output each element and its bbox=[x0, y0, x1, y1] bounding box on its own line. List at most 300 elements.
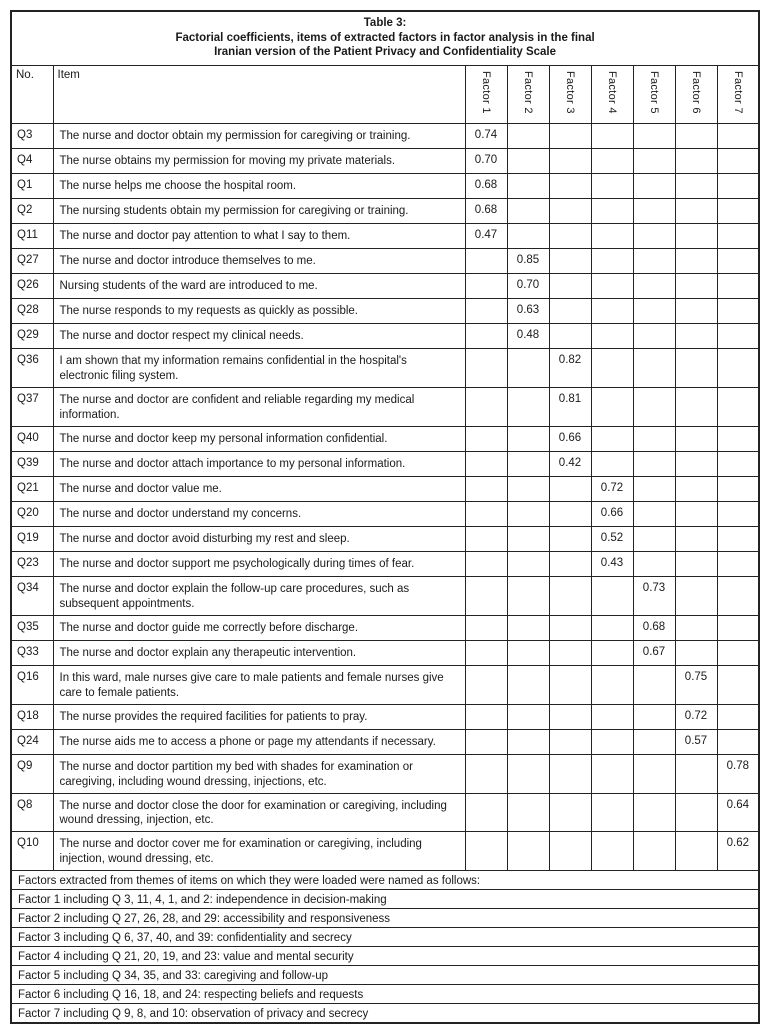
factor-7-coefficient-cell bbox=[717, 149, 759, 174]
footnote-text: Factor 4 including Q 21, 20, 19, and 23: value and mental security bbox=[11, 947, 759, 966]
table-row bbox=[11, 615, 759, 640]
row-item-text: The nurse and doctor are confident and reliable regarding my medical information. bbox=[53, 388, 465, 427]
column-header-row bbox=[11, 66, 759, 124]
footnote-text: Factor 7 including Q 9, 8, and 10: observation of privacy and secrecy bbox=[11, 1004, 759, 1023]
column-header-factor-6 bbox=[675, 66, 717, 124]
factor-1-coefficient-cell bbox=[465, 665, 507, 704]
row-question-number: Q33 bbox=[11, 640, 53, 665]
factor-3-coefficient-cell bbox=[549, 704, 591, 729]
factor-7-coefficient-cell bbox=[717, 199, 759, 224]
factor-6-coefficient-cell bbox=[675, 526, 717, 551]
factor-4-coefficient-cell bbox=[591, 388, 633, 427]
footnote-text: Factor 1 including Q 3, 11, 4, 1, and 2: independence in decision-making bbox=[11, 890, 759, 909]
factor-4-coefficient-cell bbox=[591, 426, 633, 451]
factor-2-coefficient-cell: 0.85 bbox=[507, 249, 549, 274]
factor-2-coefficient-cell bbox=[507, 526, 549, 551]
factor-2-coefficient-cell bbox=[507, 704, 549, 729]
row-question-number: Q35 bbox=[11, 615, 53, 640]
factor-3-coefficient-cell bbox=[549, 526, 591, 551]
factor-7-coefficient-cell bbox=[717, 174, 759, 199]
factor-7-coefficient-cell bbox=[717, 526, 759, 551]
table-row bbox=[11, 526, 759, 551]
factor-5-coefficient-cell bbox=[633, 793, 675, 832]
factor-1-coefficient-cell: 0.70 bbox=[465, 149, 507, 174]
table-row bbox=[11, 124, 759, 149]
table-title-line-3: Iranian version of the Patient Privacy and Confidentiality Scale bbox=[214, 46, 557, 59]
factor-header-label: Factor 2 bbox=[522, 70, 534, 114]
row-item-text: The nurse and doctor value me. bbox=[53, 476, 465, 501]
factor-3-coefficient-cell bbox=[549, 501, 591, 526]
factor-3-coefficient-cell: 0.82 bbox=[549, 349, 591, 388]
column-header-factor-1 bbox=[465, 66, 507, 124]
row-question-number: Q37 bbox=[11, 388, 53, 427]
factor-1-coefficient-cell bbox=[465, 249, 507, 274]
row-item-text: The nursing students obtain my permission for caregiving or training. bbox=[53, 199, 465, 224]
factor-header-label: Factor 3 bbox=[564, 70, 576, 114]
factor-1-coefficient-cell bbox=[465, 615, 507, 640]
factor-4-coefficient-cell bbox=[591, 299, 633, 324]
factor-5-coefficient-cell bbox=[633, 324, 675, 349]
row-question-number: Q39 bbox=[11, 451, 53, 476]
factor-1-coefficient-cell bbox=[465, 576, 507, 615]
table-row bbox=[11, 174, 759, 199]
factor-6-coefficient-cell bbox=[675, 349, 717, 388]
column-header-factor-5 bbox=[633, 66, 675, 124]
factor-6-coefficient-cell bbox=[675, 476, 717, 501]
factor-4-coefficient-cell bbox=[591, 704, 633, 729]
row-item-text: The nurse and doctor keep my personal information confidential. bbox=[53, 426, 465, 451]
factor-1-coefficient-cell bbox=[465, 299, 507, 324]
factor-1-coefficient-cell bbox=[465, 832, 507, 871]
factor-6-coefficient-cell bbox=[675, 754, 717, 793]
row-question-number: Q11 bbox=[11, 224, 53, 249]
factor-6-coefficient-cell bbox=[675, 299, 717, 324]
factor-6-coefficient-cell bbox=[675, 615, 717, 640]
factor-5-coefficient-cell bbox=[633, 299, 675, 324]
factor-7-coefficient-cell bbox=[717, 551, 759, 576]
factor-6-coefficient-cell bbox=[675, 451, 717, 476]
row-question-number: Q8 bbox=[11, 793, 53, 832]
factor-3-coefficient-cell bbox=[549, 274, 591, 299]
factor-1-coefficient-cell bbox=[465, 640, 507, 665]
column-header-factor-7 bbox=[717, 66, 759, 124]
footnote-text: Factors extracted from themes of items on which they were loaded were named as follows: bbox=[11, 871, 759, 890]
factor-2-coefficient-cell bbox=[507, 199, 549, 224]
factor-4-coefficient-cell bbox=[591, 754, 633, 793]
factor-3-coefficient-cell bbox=[549, 551, 591, 576]
factor-5-coefficient-cell bbox=[633, 729, 675, 754]
row-item-text: The nurse and doctor guide me correctly before discharge. bbox=[53, 615, 465, 640]
factor-3-coefficient-cell bbox=[549, 299, 591, 324]
column-header-no: No. bbox=[11, 66, 53, 124]
factor-5-coefficient-cell: 0.67 bbox=[633, 640, 675, 665]
factor-2-coefficient-cell bbox=[507, 149, 549, 174]
footnote-rows bbox=[11, 871, 759, 1023]
row-item-text: The nurse and doctor support me psychologically during times of fear. bbox=[53, 551, 465, 576]
factor-7-coefficient-cell: 0.62 bbox=[717, 832, 759, 871]
factor-6-coefficient-cell bbox=[675, 124, 717, 149]
factor-1-coefficient-cell bbox=[465, 704, 507, 729]
factor-7-coefficient-cell bbox=[717, 704, 759, 729]
table-row bbox=[11, 299, 759, 324]
factor-3-coefficient-cell bbox=[549, 199, 591, 224]
factor-4-coefficient-cell bbox=[591, 249, 633, 274]
column-header-factor-4 bbox=[591, 66, 633, 124]
factor-6-coefficient-cell bbox=[675, 426, 717, 451]
factor-5-coefficient-cell bbox=[633, 526, 675, 551]
row-item-text: The nurse and doctor partition my bed with shades for examination or caregiving, including wound dressing, injections, etc. bbox=[53, 754, 465, 793]
factor-header-label: Factor 4 bbox=[606, 70, 618, 114]
table-row bbox=[11, 349, 759, 388]
row-question-number: Q27 bbox=[11, 249, 53, 274]
factor-5-coefficient-cell bbox=[633, 274, 675, 299]
factor-2-coefficient-cell bbox=[507, 576, 549, 615]
factor-3-coefficient-cell bbox=[549, 249, 591, 274]
factor-5-coefficient-cell bbox=[633, 388, 675, 427]
factor-5-coefficient-cell bbox=[633, 451, 675, 476]
factor-1-coefficient-cell bbox=[465, 426, 507, 451]
factor-5-coefficient-cell bbox=[633, 832, 675, 871]
row-question-number: Q24 bbox=[11, 729, 53, 754]
factor-5-coefficient-cell: 0.73 bbox=[633, 576, 675, 615]
factor-4-coefficient-cell bbox=[591, 576, 633, 615]
factor-2-coefficient-cell bbox=[507, 476, 549, 501]
row-item-text: The nurse and doctor understand my concerns. bbox=[53, 501, 465, 526]
footnote-text: Factor 2 including Q 27, 26, 28, and 29: accessibility and responsiveness bbox=[11, 909, 759, 928]
factor-3-coefficient-cell bbox=[549, 324, 591, 349]
factor-6-coefficient-cell bbox=[675, 388, 717, 427]
factor-4-coefficient-cell: 0.43 bbox=[591, 551, 633, 576]
table-row bbox=[11, 274, 759, 299]
footnote-row bbox=[11, 985, 759, 1004]
factor-3-coefficient-cell bbox=[549, 149, 591, 174]
row-item-text: The nurse and doctor respect my clinical needs. bbox=[53, 324, 465, 349]
factor-3-coefficient-cell bbox=[549, 640, 591, 665]
factor-2-coefficient-cell: 0.70 bbox=[507, 274, 549, 299]
factor-6-coefficient-cell bbox=[675, 551, 717, 576]
table-row bbox=[11, 451, 759, 476]
footnote-row bbox=[11, 947, 759, 966]
column-header-factor-3 bbox=[549, 66, 591, 124]
factor-2-coefficient-cell bbox=[507, 124, 549, 149]
footnote-row bbox=[11, 1004, 759, 1023]
factor-2-coefficient-cell bbox=[507, 501, 549, 526]
factor-1-coefficient-cell: 0.47 bbox=[465, 224, 507, 249]
factor-1-coefficient-cell bbox=[465, 274, 507, 299]
factor-4-coefficient-cell: 0.52 bbox=[591, 526, 633, 551]
factor-6-coefficient-cell bbox=[675, 832, 717, 871]
row-item-text: The nurse and doctor introduce themselves to me. bbox=[53, 249, 465, 274]
factor-header-label: Factor 1 bbox=[480, 70, 492, 114]
factor-1-coefficient-cell bbox=[465, 476, 507, 501]
factor-5-coefficient-cell bbox=[633, 704, 675, 729]
row-item-text: The nurse and doctor attach importance to my personal information. bbox=[53, 451, 465, 476]
factor-2-coefficient-cell bbox=[507, 451, 549, 476]
factor-5-coefficient-cell bbox=[633, 426, 675, 451]
title-row bbox=[11, 11, 759, 66]
factor-2-coefficient-cell bbox=[507, 729, 549, 754]
row-question-number: Q29 bbox=[11, 324, 53, 349]
table-row bbox=[11, 793, 759, 832]
row-question-number: Q1 bbox=[11, 174, 53, 199]
factor-2-coefficient-cell bbox=[507, 388, 549, 427]
factor-2-coefficient-cell: 0.63 bbox=[507, 299, 549, 324]
table-row bbox=[11, 501, 759, 526]
table-row bbox=[11, 426, 759, 451]
table-row bbox=[11, 665, 759, 704]
factor-1-coefficient-cell bbox=[465, 324, 507, 349]
factor-header-label: Factor 5 bbox=[648, 70, 660, 114]
factor-3-coefficient-cell bbox=[549, 615, 591, 640]
factor-7-coefficient-cell: 0.78 bbox=[717, 754, 759, 793]
factor-5-coefficient-cell bbox=[633, 199, 675, 224]
row-item-text: The nurse obtains my permission for moving my private materials. bbox=[53, 149, 465, 174]
factor-4-coefficient-cell bbox=[591, 199, 633, 224]
table-row bbox=[11, 324, 759, 349]
factor-5-coefficient-cell bbox=[633, 501, 675, 526]
factor-2-coefficient-cell: 0.48 bbox=[507, 324, 549, 349]
factor-6-coefficient-cell bbox=[675, 793, 717, 832]
table-row bbox=[11, 551, 759, 576]
factor-2-coefficient-cell bbox=[507, 426, 549, 451]
factor-7-coefficient-cell bbox=[717, 729, 759, 754]
factor-7-coefficient-cell bbox=[717, 249, 759, 274]
factor-6-coefficient-cell bbox=[675, 249, 717, 274]
table-row bbox=[11, 729, 759, 754]
factor-2-coefficient-cell bbox=[507, 174, 549, 199]
factor-2-coefficient-cell bbox=[507, 832, 549, 871]
factor-3-coefficient-cell bbox=[549, 729, 591, 754]
factor-3-coefficient-cell bbox=[549, 174, 591, 199]
factor-7-coefficient-cell bbox=[717, 501, 759, 526]
factor-5-coefficient-cell bbox=[633, 249, 675, 274]
factor-6-coefficient-cell bbox=[675, 274, 717, 299]
factor-4-coefficient-cell bbox=[591, 640, 633, 665]
factor-4-coefficient-cell bbox=[591, 615, 633, 640]
row-question-number: Q16 bbox=[11, 665, 53, 704]
factor-7-coefficient-cell bbox=[717, 665, 759, 704]
factor-7-coefficient-cell bbox=[717, 451, 759, 476]
row-question-number: Q34 bbox=[11, 576, 53, 615]
factor-6-coefficient-cell bbox=[675, 149, 717, 174]
factor-2-coefficient-cell bbox=[507, 754, 549, 793]
factor-4-coefficient-cell bbox=[591, 324, 633, 349]
factor-4-coefficient-cell bbox=[591, 832, 633, 871]
factor-3-coefficient-cell bbox=[549, 665, 591, 704]
factor-4-coefficient-cell bbox=[591, 124, 633, 149]
row-question-number: Q20 bbox=[11, 501, 53, 526]
row-question-number: Q19 bbox=[11, 526, 53, 551]
footnote-row bbox=[11, 890, 759, 909]
factor-3-coefficient-cell bbox=[549, 793, 591, 832]
factor-7-coefficient-cell: 0.64 bbox=[717, 793, 759, 832]
factor-4-coefficient-cell: 0.66 bbox=[591, 501, 633, 526]
row-item-text: Nursing students of the ward are introduced to me. bbox=[53, 274, 465, 299]
row-question-number: Q28 bbox=[11, 299, 53, 324]
factor-5-coefficient-cell bbox=[633, 551, 675, 576]
factor-6-coefficient-cell: 0.57 bbox=[675, 729, 717, 754]
factor-5-coefficient-cell bbox=[633, 754, 675, 793]
footnote-text: Factor 6 including Q 16, 18, and 24: respecting beliefs and requests bbox=[11, 985, 759, 1004]
factor-4-coefficient-cell bbox=[591, 451, 633, 476]
factor-3-coefficient-cell bbox=[549, 124, 591, 149]
factor-4-coefficient-cell bbox=[591, 793, 633, 832]
factor-4-coefficient-cell bbox=[591, 149, 633, 174]
factor-4-coefficient-cell bbox=[591, 349, 633, 388]
row-question-number: Q4 bbox=[11, 149, 53, 174]
row-item-text: The nurse responds to my requests as quickly as possible. bbox=[53, 299, 465, 324]
factor-6-coefficient-cell bbox=[675, 640, 717, 665]
factor-7-coefficient-cell bbox=[717, 576, 759, 615]
factor-3-coefficient-cell bbox=[549, 754, 591, 793]
row-item-text: The nurse helps me choose the hospital room. bbox=[53, 174, 465, 199]
factor-2-coefficient-cell bbox=[507, 640, 549, 665]
column-header-item: Item bbox=[53, 66, 465, 124]
table-row bbox=[11, 476, 759, 501]
footnote-row bbox=[11, 928, 759, 947]
table-row bbox=[11, 832, 759, 871]
table-row bbox=[11, 704, 759, 729]
factor-4-coefficient-cell bbox=[591, 665, 633, 704]
factor-1-coefficient-cell: 0.68 bbox=[465, 174, 507, 199]
factor-4-coefficient-cell bbox=[591, 729, 633, 754]
table-row bbox=[11, 224, 759, 249]
row-item-text: The nurse and doctor pay attention to what I say to them. bbox=[53, 224, 465, 249]
factor-1-coefficient-cell: 0.74 bbox=[465, 124, 507, 149]
row-item-text: The nurse and doctor close the door for examination or caregiving, including wound dressing, injection, etc. bbox=[53, 793, 465, 832]
factor-3-coefficient-cell bbox=[549, 476, 591, 501]
factor-3-coefficient-cell bbox=[549, 224, 591, 249]
factor-4-coefficient-cell bbox=[591, 274, 633, 299]
factor-7-coefficient-cell bbox=[717, 224, 759, 249]
factor-2-coefficient-cell bbox=[507, 665, 549, 704]
factor-5-coefficient-cell: 0.68 bbox=[633, 615, 675, 640]
factor-2-coefficient-cell bbox=[507, 224, 549, 249]
row-question-number: Q36 bbox=[11, 349, 53, 388]
factor-header-label: Factor 7 bbox=[731, 70, 744, 114]
factor-5-coefficient-cell bbox=[633, 149, 675, 174]
factor-1-coefficient-cell bbox=[465, 451, 507, 476]
factor-1-coefficient-cell bbox=[465, 526, 507, 551]
row-question-number: Q3 bbox=[11, 124, 53, 149]
factor-5-coefficient-cell bbox=[633, 174, 675, 199]
factor-1-coefficient-cell bbox=[465, 729, 507, 754]
footnote-row bbox=[11, 966, 759, 985]
factor-7-coefficient-cell bbox=[717, 349, 759, 388]
factor-6-coefficient-cell bbox=[675, 224, 717, 249]
factor-5-coefficient-cell bbox=[633, 476, 675, 501]
column-header-factor-2 bbox=[507, 66, 549, 124]
factor-3-coefficient-cell bbox=[549, 832, 591, 871]
footnote-text: Factor 5 including Q 34, 35, and 33: caregiving and follow-up bbox=[11, 966, 759, 985]
table-row bbox=[11, 199, 759, 224]
table-row bbox=[11, 388, 759, 427]
table-title-line-2: Factorial coefficients, items of extracted factors in factor analysis in the final bbox=[175, 31, 595, 44]
factor-2-coefficient-cell bbox=[507, 349, 549, 388]
table-title bbox=[11, 11, 759, 66]
factor-1-coefficient-cell bbox=[465, 501, 507, 526]
factor-3-coefficient-cell: 0.81 bbox=[549, 388, 591, 427]
factor-header-label: Factor 6 bbox=[690, 70, 702, 114]
row-item-text: I am shown that my information remains confidential in the hospital's electronic filing system. bbox=[53, 349, 465, 388]
factor-2-coefficient-cell bbox=[507, 615, 549, 640]
factor-4-coefficient-cell bbox=[591, 174, 633, 199]
table-row bbox=[11, 249, 759, 274]
factor-6-coefficient-cell: 0.75 bbox=[675, 665, 717, 704]
factor-6-coefficient-cell bbox=[675, 199, 717, 224]
factor-3-coefficient-cell bbox=[549, 576, 591, 615]
row-item-text: The nurse and doctor cover me for examination or caregiving, including injection, wound dressing, etc. bbox=[53, 832, 465, 871]
factor-4-coefficient-cell: 0.72 bbox=[591, 476, 633, 501]
row-question-number: Q18 bbox=[11, 704, 53, 729]
factor-4-coefficient-cell bbox=[591, 224, 633, 249]
row-question-number: Q26 bbox=[11, 274, 53, 299]
row-question-number: Q10 bbox=[11, 832, 53, 871]
factor-1-coefficient-cell: 0.68 bbox=[465, 199, 507, 224]
row-item-text: The nurse and doctor avoid disturbing my rest and sleep. bbox=[53, 526, 465, 551]
row-item-text: The nurse aids me to access a phone or page my attendants if necessary. bbox=[53, 729, 465, 754]
factor-1-coefficient-cell bbox=[465, 754, 507, 793]
row-question-number: Q21 bbox=[11, 476, 53, 501]
row-item-text: The nurse provides the required facilities for patients to pray. bbox=[53, 704, 465, 729]
factor-7-coefficient-cell bbox=[717, 324, 759, 349]
factor-7-coefficient-cell bbox=[717, 124, 759, 149]
factor-6-coefficient-cell: 0.72 bbox=[675, 704, 717, 729]
table-row bbox=[11, 149, 759, 174]
factor-analysis-table bbox=[10, 10, 760, 1024]
factor-7-coefficient-cell bbox=[717, 274, 759, 299]
row-question-number: Q2 bbox=[11, 199, 53, 224]
row-question-number: Q9 bbox=[11, 754, 53, 793]
footnote-row bbox=[11, 909, 759, 928]
factor-7-coefficient-cell bbox=[717, 640, 759, 665]
factor-1-coefficient-cell bbox=[465, 793, 507, 832]
row-item-text: The nurse and doctor explain the follow-up care procedures, such as subsequent appointments. bbox=[53, 576, 465, 615]
factor-7-coefficient-cell bbox=[717, 476, 759, 501]
factor-2-coefficient-cell bbox=[507, 793, 549, 832]
factor-3-coefficient-cell: 0.66 bbox=[549, 426, 591, 451]
factor-6-coefficient-cell bbox=[675, 576, 717, 615]
factor-3-coefficient-cell: 0.42 bbox=[549, 451, 591, 476]
factor-6-coefficient-cell bbox=[675, 501, 717, 526]
table-title-line-1: Table 3: bbox=[363, 17, 407, 29]
row-question-number: Q23 bbox=[11, 551, 53, 576]
factor-5-coefficient-cell bbox=[633, 124, 675, 149]
table-row bbox=[11, 754, 759, 793]
factor-7-coefficient-cell bbox=[717, 299, 759, 324]
table-row bbox=[11, 576, 759, 615]
row-item-text: In this ward, male nurses give care to male patients and female nurses give care to female patients. bbox=[53, 665, 465, 704]
table-row bbox=[11, 640, 759, 665]
factor-1-coefficient-cell bbox=[465, 388, 507, 427]
item-rows bbox=[11, 124, 759, 871]
factor-5-coefficient-cell bbox=[633, 665, 675, 704]
factor-7-coefficient-cell bbox=[717, 426, 759, 451]
factor-6-coefficient-cell bbox=[675, 324, 717, 349]
row-item-text: The nurse and doctor obtain my permission for caregiving or training. bbox=[53, 124, 465, 149]
factor-1-coefficient-cell bbox=[465, 349, 507, 388]
factor-7-coefficient-cell bbox=[717, 615, 759, 640]
row-item-text: The nurse and doctor explain any therapeutic intervention. bbox=[53, 640, 465, 665]
factor-5-coefficient-cell bbox=[633, 349, 675, 388]
factor-6-coefficient-cell bbox=[675, 174, 717, 199]
factor-2-coefficient-cell bbox=[507, 551, 549, 576]
factor-1-coefficient-cell bbox=[465, 551, 507, 576]
footnote-text: Factor 3 including Q 6, 37, 40, and 39: confidentiality and secrecy bbox=[11, 928, 759, 947]
footnote-row bbox=[11, 871, 759, 890]
factor-5-coefficient-cell bbox=[633, 224, 675, 249]
row-question-number: Q40 bbox=[11, 426, 53, 451]
